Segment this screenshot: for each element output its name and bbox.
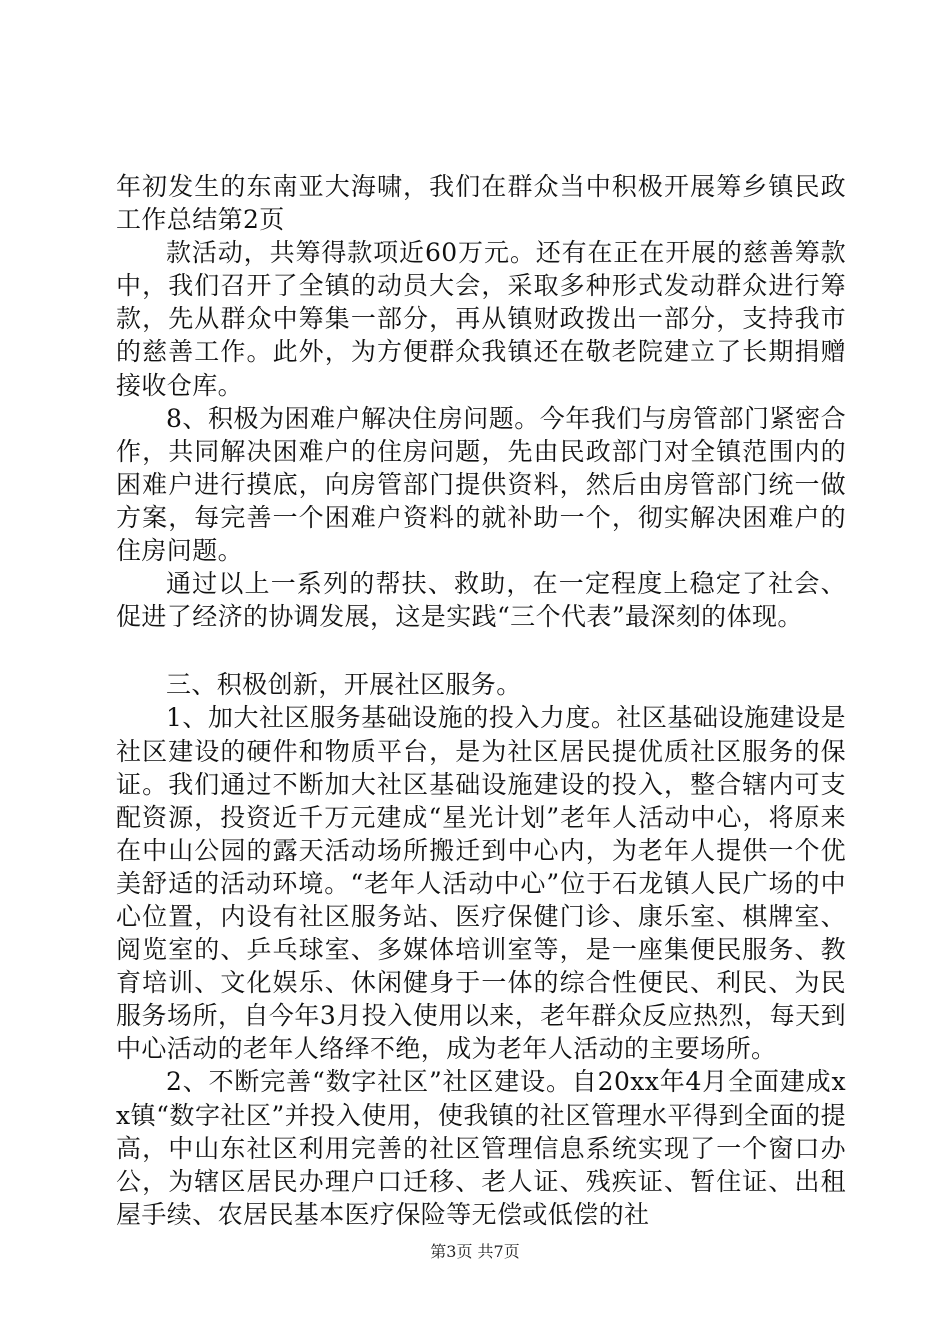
paragraph-housing: 8、积极为困难户解决住房问题。今年我们与房管部门紧密合作，共同解决困难户的住房问题，先由民政部门对全镇范围内的困难户进行摸底，向房管部门提供资料，然后由房管部门统一做方案，每完善一个困难户资料的就补助一个，彻实解决困难户的住房问题。: [116, 403, 846, 566]
paragraph-digital-community: 2、不断完善“数字社区”社区建设。自20xx年4月全面建成xx镇“数字社区”并投入使用，使我镇的社区管理水平得到全面的提高，中山东社区利用完善的社区管理信息系统实现了一个窗口办公，为辖区居民办理户口迁移、老人证、残疾证、暂住证、出租屋手续、农居民基本医疗保险等无偿或低偿的社: [116, 1067, 846, 1229]
paragraph-fundraising: 款活动，共筹得款项近60万元。还有在正在开展的慈善筹款中，我们召开了全镇的动员大会，采取多种形式发动群众进行筹款，先从群众中筹集一部分，再从镇财政拨出一部分，支持我市的慈善工作。此外，为方便群众我镇还在敬老院建立了长期捐赠接收仓库。: [116, 238, 846, 400]
page-number-footer: 第3页 共7页: [430, 1242, 520, 1261]
paragraph-community-facilities: 1、加大社区服务基础设施的投入力度。社区基础设施建设是社区建设的硬件和物质平台，是为社区居民提优质社区服务的保证。我们通过不断加大社区基础设施建设的投入，整合辖内可支配资源，投资近千万元建成“星光计划”老年人活动中心，将原来在中山公园的露天活动场所搬迁到中心内，为老年人提供一个优美舒适的活动环境。“老年人活动中心”位于石龙镇人民广场的中心位置，内设有社区服务站、医疗保健门诊、康乐室、棋牌室、阅览室的、乒乓球室、多媒体培训室等，是一座集便民服务、教育培训、文化娱乐、休闲健身于一体的综合性便民、利民、为民服务场所，自今年3月投入使用以来，老年群众反应热烈，每天到中心活动的老年人络绎不绝，成为老年人活动的主要场所。: [116, 703, 846, 1064]
paragraph-summary: 通过以上一系列的帮扶、救助，在一定程度上稳定了社会、促进了经济的协调发展，这是实践“三个代表”最深刻的体现。: [116, 569, 846, 632]
paragraph-gap: [116, 633, 846, 668]
section-heading: 三、积极创新，开展社区服务。: [166, 670, 522, 700]
paragraph-continuation: 年初发生的东南亚大海啸，我们在群众当中积极开展筹乡镇民政工作总结第2页: [116, 172, 846, 235]
document-body: [116, 170, 846, 1231]
